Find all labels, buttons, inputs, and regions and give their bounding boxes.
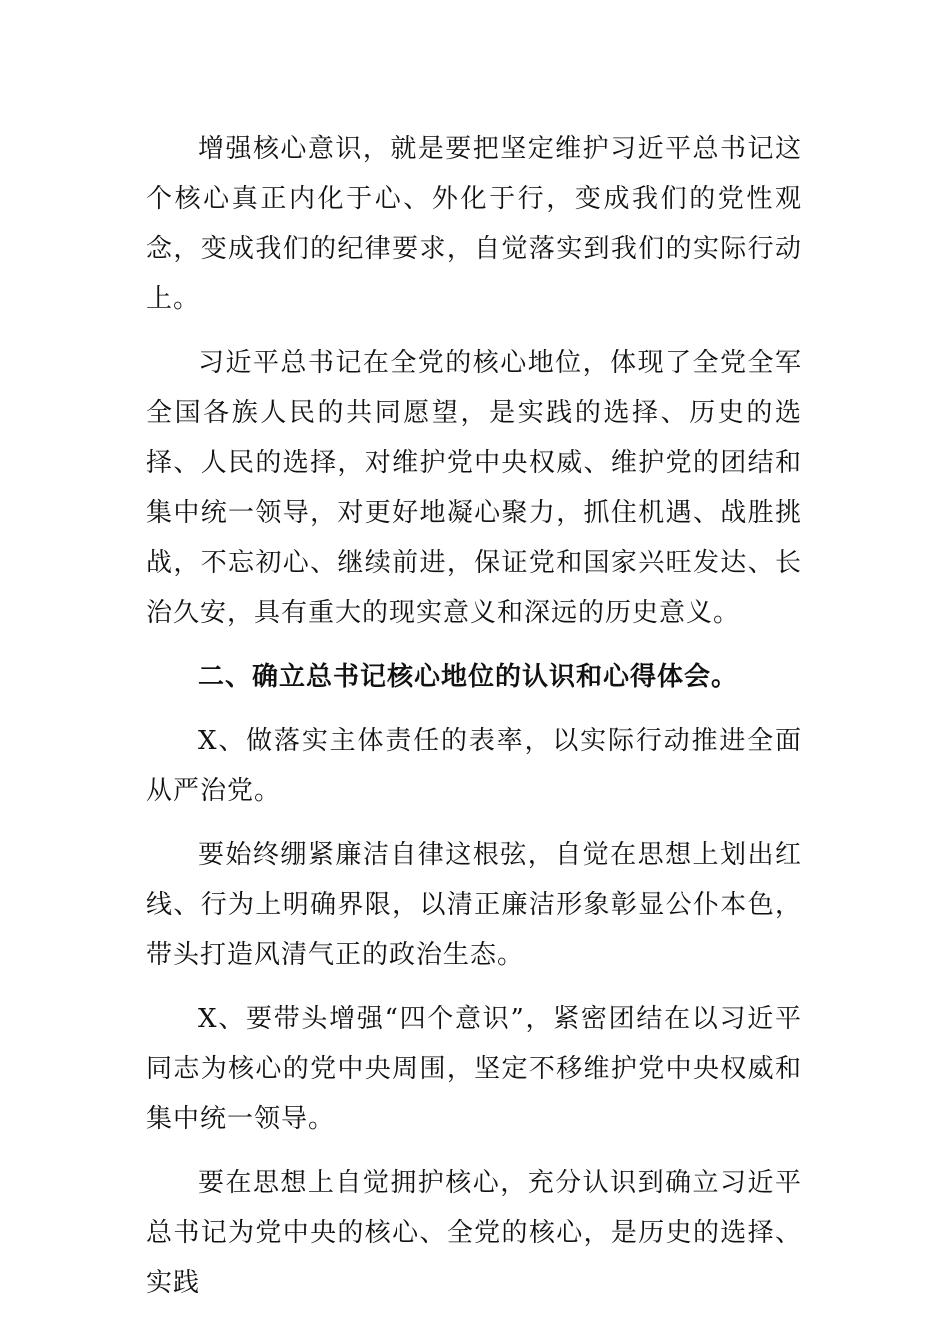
paragraph-integrity: 要始终绷紧廉洁自律这根弦，自觉在思想上划出红线、行为上明确界限，以清正廉洁形象彰显公仆本色，带头打造风清气正的政治生态。 [146,840,802,970]
paragraph-responsibility: X、做落实主体责任的表率，以实际行动推进全面从严治党。 [146,726,802,806]
document-body [146,124,802,1322]
paragraph-core-awareness: 增强核心意识，就是要把坚定维护习近平总书记这个核心真正内化于心、外化于行，变成我们的党性观念，变成我们的纪律要求，自觉落实到我们的实际行动上。 [146,134,802,314]
paragraph-four-awareness: X、要带头增强“四个意识”，紧密团结在以习近平同志为核心的党中央周围，坚定不移维护党中央权威和集中统一领导。 [146,1004,802,1134]
paragraph-core-status: 习近平总书记在全党的核心地位，体现了全党全军全国各族人民的共同愿望，是实践的选择、历史的选择、人民的选择，对维护党中央权威、维护党的团结和集中统一领导，对更好地凝心聚力，抓住机遇、战胜挑战，不忘初心、继续前进，保证党和国家兴旺发达、长治久安，具有重大的现实意义和深远的历史意义。 [146,348,802,628]
paragraph-support-core: 要在思想上自觉拥护核心，充分认识到确立习近平总书记为党中央的核心、全党的核心，是历史的选择、实践 [146,1168,802,1298]
section-heading: 二、确立总书记核心地位的认识和心得体会。 [198,662,739,692]
